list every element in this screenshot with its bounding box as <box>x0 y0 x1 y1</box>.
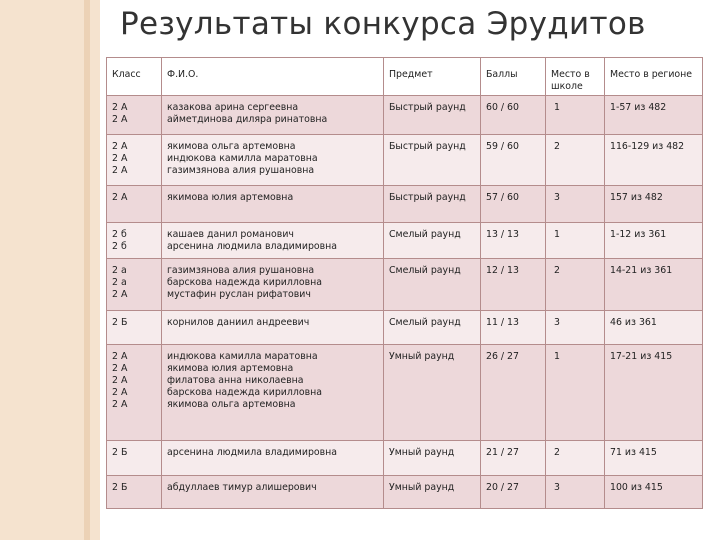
subject-cell: Быстрый раунд <box>384 185 481 222</box>
table-header-row <box>107 58 703 96</box>
table-row <box>107 344 703 441</box>
student-name: арсенина людмила владимировна <box>167 447 338 459</box>
student-name: якимова юлия артемовна <box>167 191 294 203</box>
class-cell <box>107 96 162 134</box>
column-header-class: Класс <box>107 58 162 96</box>
column-header-school-place: Место в школе <box>546 58 605 96</box>
subject-cell: Умный раунд <box>384 441 481 475</box>
student-name: айметдинова диляра ринатовна <box>167 114 328 126</box>
score-cell: 11 / 13 <box>481 310 546 344</box>
school-cell: 2 <box>546 259 605 310</box>
score-cell: 20 / 27 <box>481 475 546 508</box>
student-name: барскова надежда кирилловна <box>167 386 322 398</box>
name-cell <box>162 185 384 222</box>
class-cell <box>107 344 162 441</box>
class-value: 2 А <box>112 140 128 152</box>
name-cell <box>162 134 384 185</box>
name-cell <box>162 223 384 259</box>
table-row <box>107 310 703 344</box>
class-value: 2 А <box>112 350 128 362</box>
class-cell <box>107 441 162 475</box>
class-cell <box>107 185 162 222</box>
name-cell <box>162 441 384 475</box>
student-name: арсенина людмила владимировна <box>167 241 338 253</box>
student-name: барскова надежда кирилловна <box>167 277 322 289</box>
name-cell <box>162 310 384 344</box>
table-row <box>107 259 703 310</box>
class-value: 2 А <box>112 362 128 374</box>
student-name: корнилов даниил андреевич <box>167 316 310 328</box>
class-value: 2 А <box>112 191 128 203</box>
decorative-side-panel <box>0 0 100 540</box>
student-name: абдуллаев тимур алишерович <box>167 481 317 493</box>
column-header-region-place: Место в регионе <box>605 58 703 96</box>
subject-cell: Смелый раунд <box>384 310 481 344</box>
school-cell: 1 <box>546 223 605 259</box>
table-row <box>107 134 703 185</box>
class-value: 2 А <box>112 398 128 410</box>
student-name: казакова арина сергеевна <box>167 102 299 114</box>
student-name: индюкова камилла маратовна <box>167 350 318 362</box>
student-name: индюкова камилла маратовна <box>167 152 318 164</box>
score-cell: 59 / 60 <box>481 134 546 185</box>
class-cell <box>107 475 162 508</box>
column-header-name: Ф.И.О. <box>162 58 384 96</box>
class-cell <box>107 223 162 259</box>
student-name: якимова ольга артемовна <box>167 140 296 152</box>
student-name: мустафин руслан рифатович <box>167 289 311 301</box>
school-cell: 3 <box>546 185 605 222</box>
class-value: 2 Б <box>112 316 128 328</box>
region-cell: 116-129 из 482 <box>605 134 703 185</box>
class-value: 2 А <box>112 152 128 164</box>
subject-cell: Смелый раунд <box>384 259 481 310</box>
region-cell: 100 из 415 <box>605 475 703 508</box>
subject-cell: Быстрый раунд <box>384 134 481 185</box>
table-row <box>107 223 703 259</box>
class-cell <box>107 310 162 344</box>
school-cell: 1 <box>546 96 605 134</box>
results-table <box>106 57 703 509</box>
subject-cell: Смелый раунд <box>384 223 481 259</box>
school-cell: 2 <box>546 441 605 475</box>
class-value: 2 Б <box>112 447 128 459</box>
subject-cell: Умный раунд <box>384 344 481 441</box>
score-cell: 26 / 27 <box>481 344 546 441</box>
subject-cell: Умный раунд <box>384 475 481 508</box>
region-cell: 157 из 482 <box>605 185 703 222</box>
score-cell: 12 / 13 <box>481 259 546 310</box>
student-name: якимова юлия артемовна <box>167 362 294 374</box>
name-cell <box>162 96 384 134</box>
score-cell: 60 / 60 <box>481 96 546 134</box>
student-name: филатова анна николаевна <box>167 374 304 386</box>
school-cell: 3 <box>546 310 605 344</box>
student-name: газимзянова алия рушановна <box>167 164 315 176</box>
decorative-stripe <box>84 0 90 540</box>
class-value: 2 А <box>112 102 128 114</box>
class-value: 2 А <box>112 386 128 398</box>
score-cell: 13 / 13 <box>481 223 546 259</box>
region-cell: 46 из 361 <box>605 310 703 344</box>
class-value: 2 А <box>112 289 128 301</box>
class-cell <box>107 259 162 310</box>
table-row <box>107 185 703 222</box>
table-row <box>107 475 703 508</box>
table-row <box>107 441 703 475</box>
name-cell <box>162 259 384 310</box>
class-value: 2 б <box>112 229 127 241</box>
subject-cell: Быстрый раунд <box>384 96 481 134</box>
class-value: 2 Б <box>112 481 128 493</box>
school-cell: 1 <box>546 344 605 441</box>
region-cell: 17-21 из 415 <box>605 344 703 441</box>
class-value: 2 а <box>112 265 127 277</box>
page-title: Результаты конкурса Эрудитов <box>120 6 646 42</box>
score-cell: 21 / 27 <box>481 441 546 475</box>
name-cell <box>162 344 384 441</box>
class-cell <box>107 134 162 185</box>
region-cell: 14-21 из 361 <box>605 259 703 310</box>
class-value: 2 А <box>112 164 128 176</box>
region-cell: 1-57 из 482 <box>605 96 703 134</box>
class-value: 2 А <box>112 114 128 126</box>
school-cell: 2 <box>546 134 605 185</box>
class-value: 2 А <box>112 374 128 386</box>
class-value: 2 а <box>112 277 127 289</box>
class-value: 2 б <box>112 241 127 253</box>
name-cell <box>162 475 384 508</box>
region-cell: 1-12 из 361 <box>605 223 703 259</box>
student-name: газимзянова алия рушановна <box>167 265 315 277</box>
column-header-subject: Предмет <box>384 58 481 96</box>
student-name: якимова ольга артемовна <box>167 398 296 410</box>
table-row <box>107 96 703 134</box>
column-header-score: Баллы <box>481 58 546 96</box>
score-cell: 57 / 60 <box>481 185 546 222</box>
student-name: кашаев данил романович <box>167 229 294 241</box>
region-cell: 71 из 415 <box>605 441 703 475</box>
school-cell: 3 <box>546 475 605 508</box>
